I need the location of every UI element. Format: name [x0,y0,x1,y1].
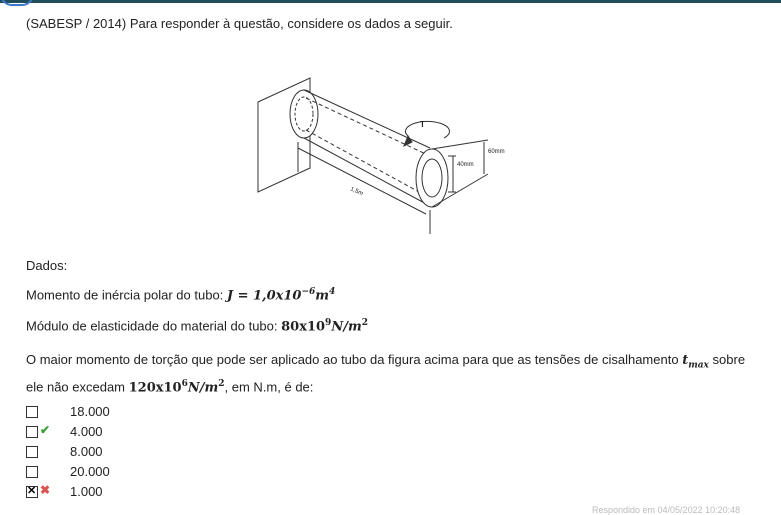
top-border [0,0,781,3]
option-checkbox[interactable] [26,446,38,458]
modulus-value: 80x10 [281,319,326,335]
option-label: 20.000 [70,464,110,479]
option-1[interactable] [26,404,226,422]
option-checkbox[interactable] [26,426,38,438]
answered-timestamp: Respondido em 04/05/2022 10:20:48 [592,505,741,515]
prompt-part-1: O maior momento de torção que pode ser aplicado ao tubo da figura acima para que as tensões de cisalhamento [26,352,683,367]
dados-heading: Dados: [26,258,68,273]
inertia-prefix: Momento de inércia polar do tubo: [26,287,227,303]
option-3[interactable] [26,444,226,462]
outer-diameter-label: 60mm [488,149,505,155]
option-5[interactable] [26,484,226,502]
prompt-part-2: sobre ele não excedam [26,352,746,394]
tube-figure [248,76,528,238]
cross-icon: ✖ [40,483,51,497]
prompt-symbol: t [682,353,689,368]
prompt-value: 120x10 [128,379,182,395]
option-label: 4.000 [70,424,103,439]
option-2[interactable] [26,424,226,442]
length-label: 1,5m [349,186,364,198]
inertia-unit: m [315,288,330,304]
prompt-unit-exponent: 2 [218,378,225,389]
option-4[interactable] [26,464,226,482]
option-checkbox[interactable] [26,466,38,478]
inertia-exponent: −6 [301,287,316,297]
prompt-part-3: , em N.m, é de: [224,378,314,394]
prompt-symbol-sub: max [688,360,709,371]
modulus-exponent: 9 [325,318,332,328]
modulus-line [26,318,368,334]
prompt-value-exponent: 6 [181,378,188,389]
inertia-unit-exponent: 4 [329,287,336,297]
inner-diameter-label: 40mm [457,162,474,168]
torque-label: T [420,120,425,129]
option-checkbox[interactable] [26,406,38,418]
inertia-line [26,287,335,303]
option-label: 18.000 [70,404,110,419]
question-prompt [26,351,756,397]
modulus-unit: N/m [331,319,362,335]
modulus-unit-exponent: 2 [361,318,368,328]
option-label: 8.000 [70,444,103,459]
check-icon: ✔ [40,423,51,437]
modulus-prefix: Módulo de elasticidade do material do tubo: [26,318,282,334]
logo-icon [0,0,34,6]
inertia-value: J = 1,0x10 [226,288,302,304]
option-label: 1.000 [70,484,103,499]
option-checkbox[interactable] [26,486,38,498]
prompt-unit: N/m [187,379,219,395]
question-statement: (SABESP / 2014) Para responder à questão, considere os dados a seguir. [26,16,453,31]
